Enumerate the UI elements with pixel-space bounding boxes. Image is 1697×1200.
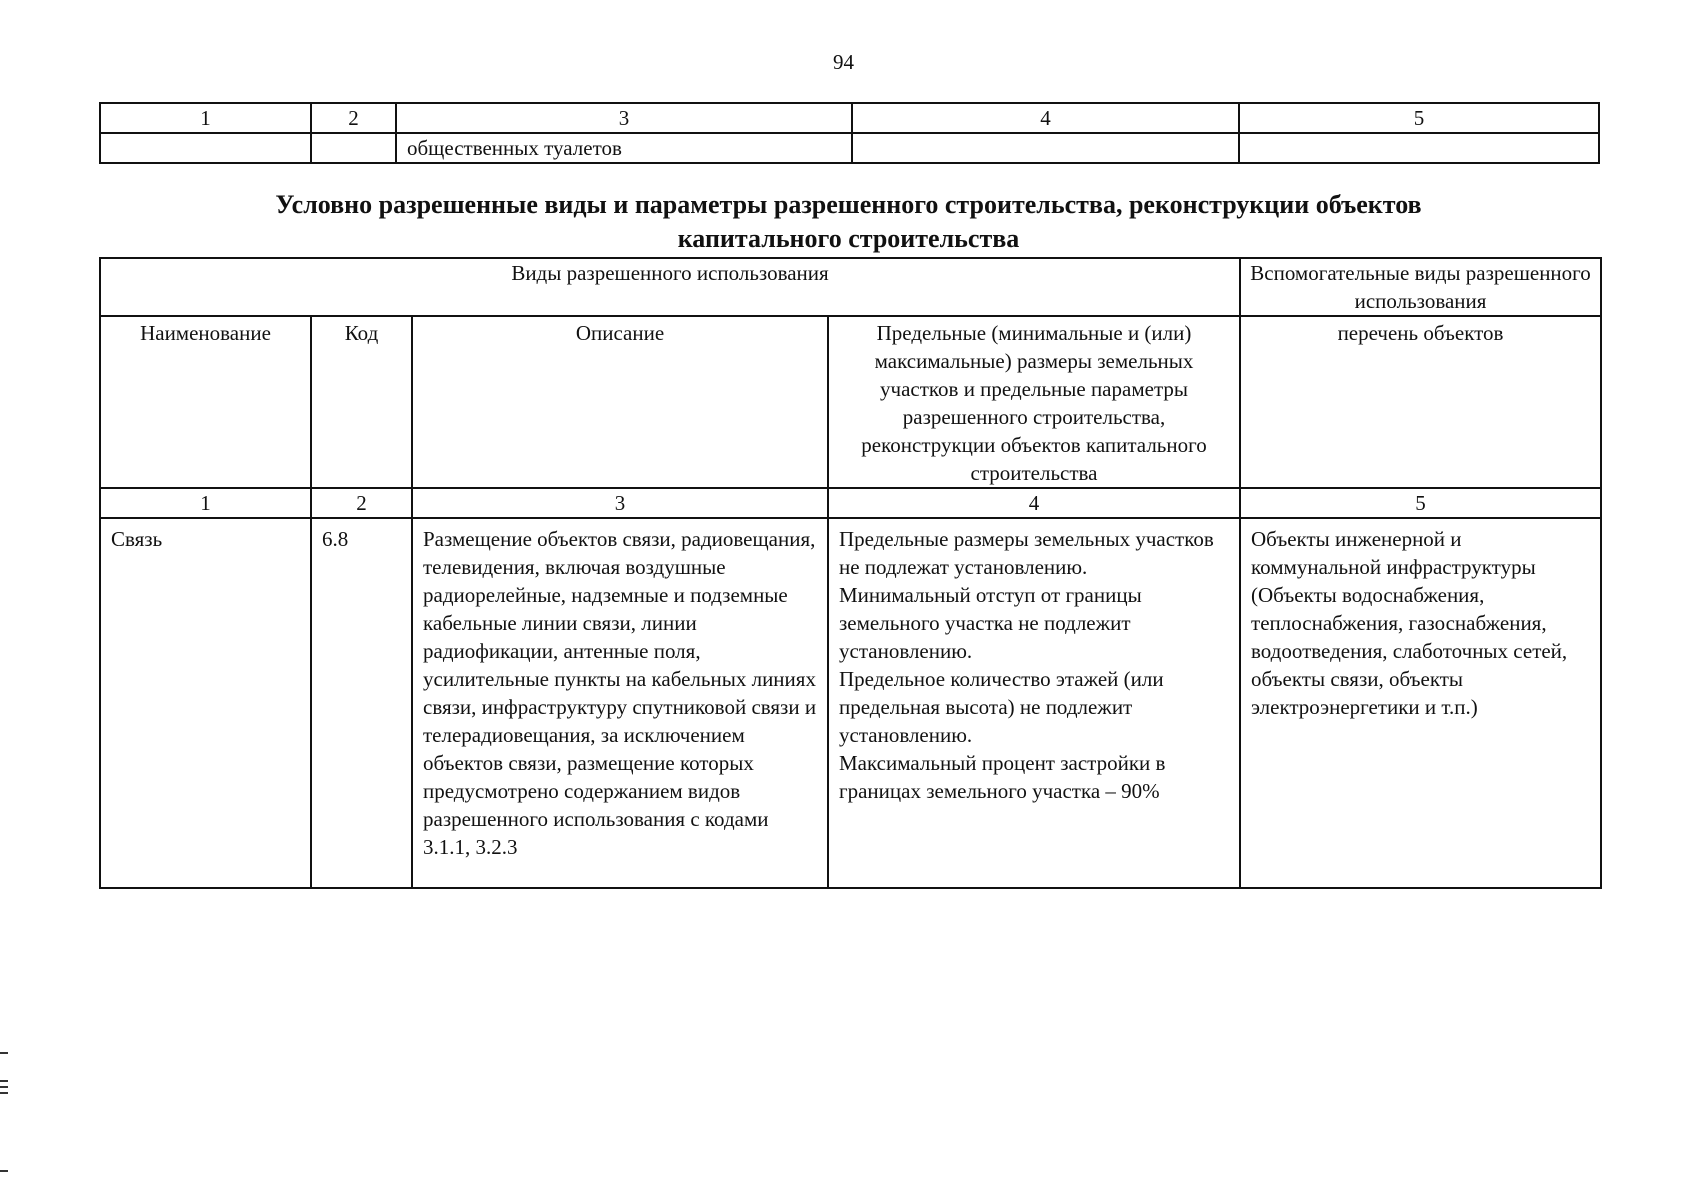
column-number-cell: 3 — [412, 488, 828, 518]
section-title-line: капитального строительства — [677, 224, 1020, 253]
use-description-cell: Размещение объектов связи, радиовещания, телевидения, включая воздушные радиорелейные, надземные и подземные кабельные линии связи, линии радиофикации, антенные поля, усилительные пункты на кабельных линиях связи, инфраструктуру спутниковой связи и телерадиовещания, за исключением объектов связи, размещение которых предусмотрено содержанием видов разрешенного использования с кодами 3.1.1, 3.2.3 — [412, 518, 828, 888]
column-header-code: Код — [311, 316, 412, 488]
continuation-data-row — [100, 133, 1599, 163]
scan-edge-mark — [0, 1170, 8, 1172]
scan-edge-mark — [0, 1092, 8, 1094]
auxiliary-uses-header: Вспомогательные виды разрешенного использования — [1240, 258, 1601, 316]
column-number-cell: 5 — [1240, 488, 1601, 518]
limit-item: Предельное количество этажей (или предельная высота) не подлежит установлению. — [839, 667, 1164, 747]
scan-edge-mark — [0, 1080, 8, 1082]
column-header-row — [100, 316, 1601, 488]
continuation-header-row — [100, 103, 1599, 133]
scan-edge-mark — [0, 1086, 8, 1088]
auxiliary-objects-cell: Объекты инженерной и коммунальной инфраструктуры (Объекты водоснабжения, теплоснабжения, газоснабжения, водоотведения, слаботочных сетей, объекты связи, объекты электроэнергетики и т.п.) — [1240, 518, 1601, 888]
table-cell: общественных туалетов — [396, 133, 852, 163]
column-number-cell: 1 — [100, 103, 311, 133]
column-header-description: Описание — [412, 316, 828, 488]
permitted-uses-header: Виды разрешенного использования — [100, 258, 1240, 316]
page-number: 94 — [833, 50, 854, 74]
use-limits-cell — [828, 518, 1240, 888]
column-header-name: Наименование — [100, 316, 311, 488]
column-number-cell: 2 — [311, 488, 412, 518]
table-row — [100, 518, 1601, 888]
scan-edge-mark — [0, 1052, 8, 1054]
column-number-row — [100, 488, 1601, 518]
limit-item: Предельные размеры земельных участков не подлежат установлению. — [839, 527, 1214, 579]
table-cell — [311, 133, 396, 163]
table-cell — [852, 133, 1239, 163]
column-header-limits: Предельные (минимальные и (или) максимальные) размеры земельных участков и предельные параметры разрешенного строительства, реконструкции объектов капитального строительства — [828, 316, 1240, 488]
table-cell — [100, 133, 311, 163]
column-number-cell: 2 — [311, 103, 396, 133]
section-title — [99, 188, 1598, 256]
column-number-cell: 5 — [1239, 103, 1599, 133]
continuation-table — [99, 102, 1600, 164]
table-cell — [1239, 133, 1599, 163]
group-header-row — [100, 258, 1601, 316]
permitted-uses-table — [99, 257, 1602, 889]
column-number-cell: 3 — [396, 103, 852, 133]
use-code-cell: 6.8 — [311, 518, 412, 888]
column-header-objects-list: перечень объектов — [1240, 316, 1601, 488]
limit-item: Минимальный отступ от границы земельного участка не подлежит установлению. — [839, 583, 1142, 663]
column-number-cell: 1 — [100, 488, 311, 518]
section-title-line: Условно разрешенные виды и параметры разрешенного строительства, реконструкции объектов — [275, 190, 1422, 219]
column-number-cell: 4 — [852, 103, 1239, 133]
column-number-cell: 4 — [828, 488, 1240, 518]
limit-item: Максимальный процент застройки в границах земельного участка – 90% — [839, 751, 1166, 803]
use-name-cell: Связь — [100, 518, 311, 888]
